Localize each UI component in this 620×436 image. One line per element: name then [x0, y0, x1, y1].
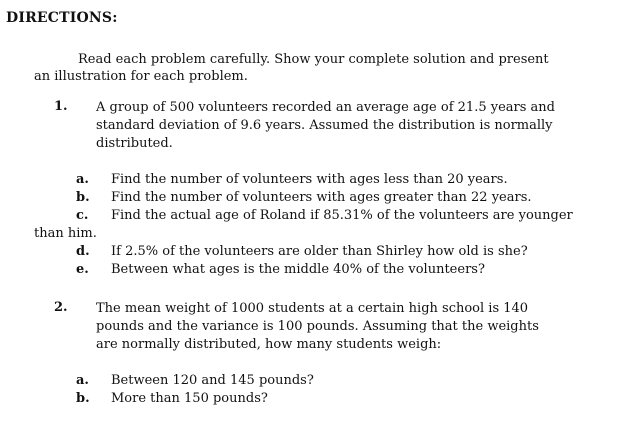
problem-1-item-c	[0, 208, 620, 226]
item-text: If 2.5% of the volunteers are older than Shirley how old is she?	[111, 244, 528, 259]
problem-number: 1.	[54, 99, 68, 114]
item-text: Find the number of volunteers with ages less than 20 years.	[111, 172, 508, 187]
problem-1-item-b	[0, 190, 620, 208]
statement-line: The mean weight of 1000 students at a certain high school is 140	[96, 301, 529, 316]
problem-1-item-e	[0, 262, 620, 280]
statement-line: are normally distributed, how many students weigh:	[96, 337, 442, 352]
intro-line-2: an illustration for each problem.	[34, 69, 248, 84]
item-text: Between 120 and 145 pounds?	[111, 373, 314, 388]
statement-line: standard deviation of 9.6 years. Assumed the distribution is normally	[96, 118, 553, 133]
problem-1-item-c-continuation: than him.	[34, 226, 97, 241]
statement-line: pounds and the variance is 100 pounds. Assuming that the weights	[96, 319, 539, 334]
item-letter: c.	[76, 208, 89, 223]
item-letter: b.	[76, 190, 90, 205]
statement-line: distributed.	[96, 136, 173, 151]
item-letter: d.	[76, 244, 90, 259]
problem-1-item-a	[0, 172, 620, 190]
item-letter: e.	[76, 262, 89, 277]
problem-statement	[96, 99, 591, 153]
item-letter: a.	[76, 373, 89, 388]
item-letter: b.	[76, 391, 90, 406]
item-text: Between what ages is the middle 40% of the volunteers?	[111, 262, 485, 277]
statement-line: A group of 500 volunteers recorded an average age of 21.5 years and	[96, 100, 555, 115]
problem-statement	[96, 300, 591, 354]
item-text: More than 150 pounds?	[111, 391, 268, 406]
problem-1-item-d	[0, 244, 620, 262]
item-letter: a.	[76, 172, 89, 187]
item-text: Find the number of volunteers with ages greater than 22 years.	[111, 190, 532, 205]
directions-intro	[34, 51, 594, 85]
problem-number: 2.	[54, 300, 68, 315]
directions-heading: DIRECTIONS:	[6, 10, 118, 26]
item-text: Find the actual age of Roland if 85.31% of the volunteers are younger	[111, 208, 573, 223]
problem-2-item-b	[0, 391, 620, 409]
intro-line-1: Read each problem carefully. Show your complete solution and present	[78, 52, 549, 67]
problem-2-item-a	[0, 373, 620, 391]
